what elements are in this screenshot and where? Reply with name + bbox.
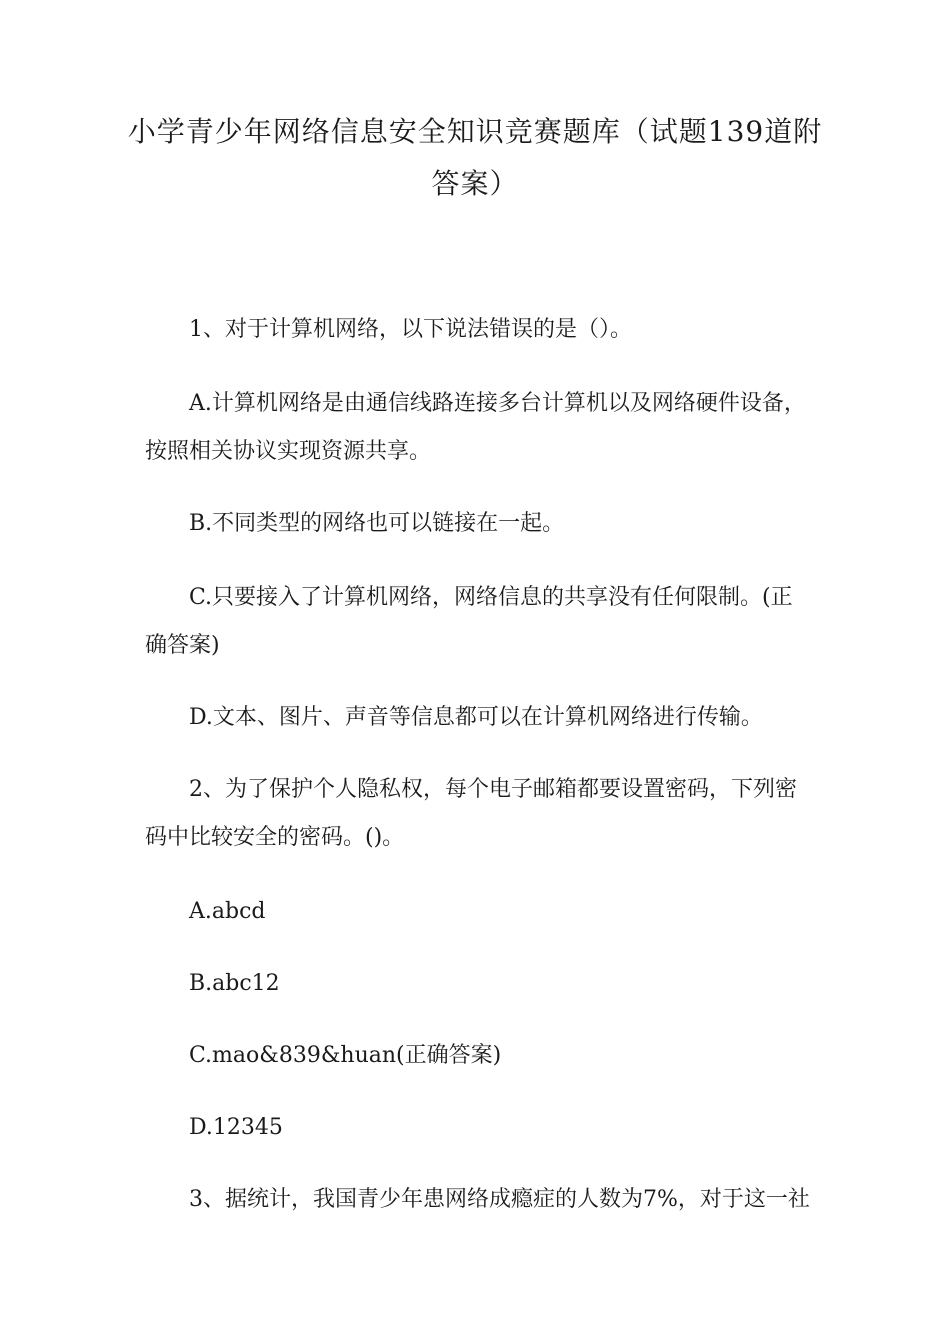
- question-1-option-c: C.只要接入了计算机网络，网络信息的共享没有任何限制。(正确答案): [145, 585, 793, 658]
- question-1-option-b: B.不同类型的网络也可以链接在一起。: [189, 511, 565, 536]
- question-2: 2、为了保护个人隐私权，每个电子邮箱都要设置密码，下列密码中比较安全的密码。()。: [145, 777, 797, 850]
- question-1: 1、对于计算机网络，以下说法错误的是（）。: [189, 317, 632, 342]
- question-3: 3、据统计，我国青少年患网络成瘾症的人数为7%，对于这一社: [189, 1187, 810, 1212]
- question-2-option-d: D.12345: [189, 1115, 283, 1140]
- question-2-option-b: B.abc12: [189, 971, 280, 996]
- document-title: 小学青少年网络信息安全知识竞赛题库（试题139道附答案）: [127, 115, 823, 200]
- question-2-option-a: A.abcd: [189, 899, 266, 924]
- question-1-option-a: A.计算机网络是由通信线路连接多台计算机以及网络硬件设备，按照相关协议实现资源共享。: [145, 391, 806, 464]
- question-2-option-c: C.mao&839&huan(正确答案): [189, 1043, 502, 1068]
- question-1-option-d: D.文本、图片、声音等信息都可以在计算机网络进行传输。: [189, 705, 763, 730]
